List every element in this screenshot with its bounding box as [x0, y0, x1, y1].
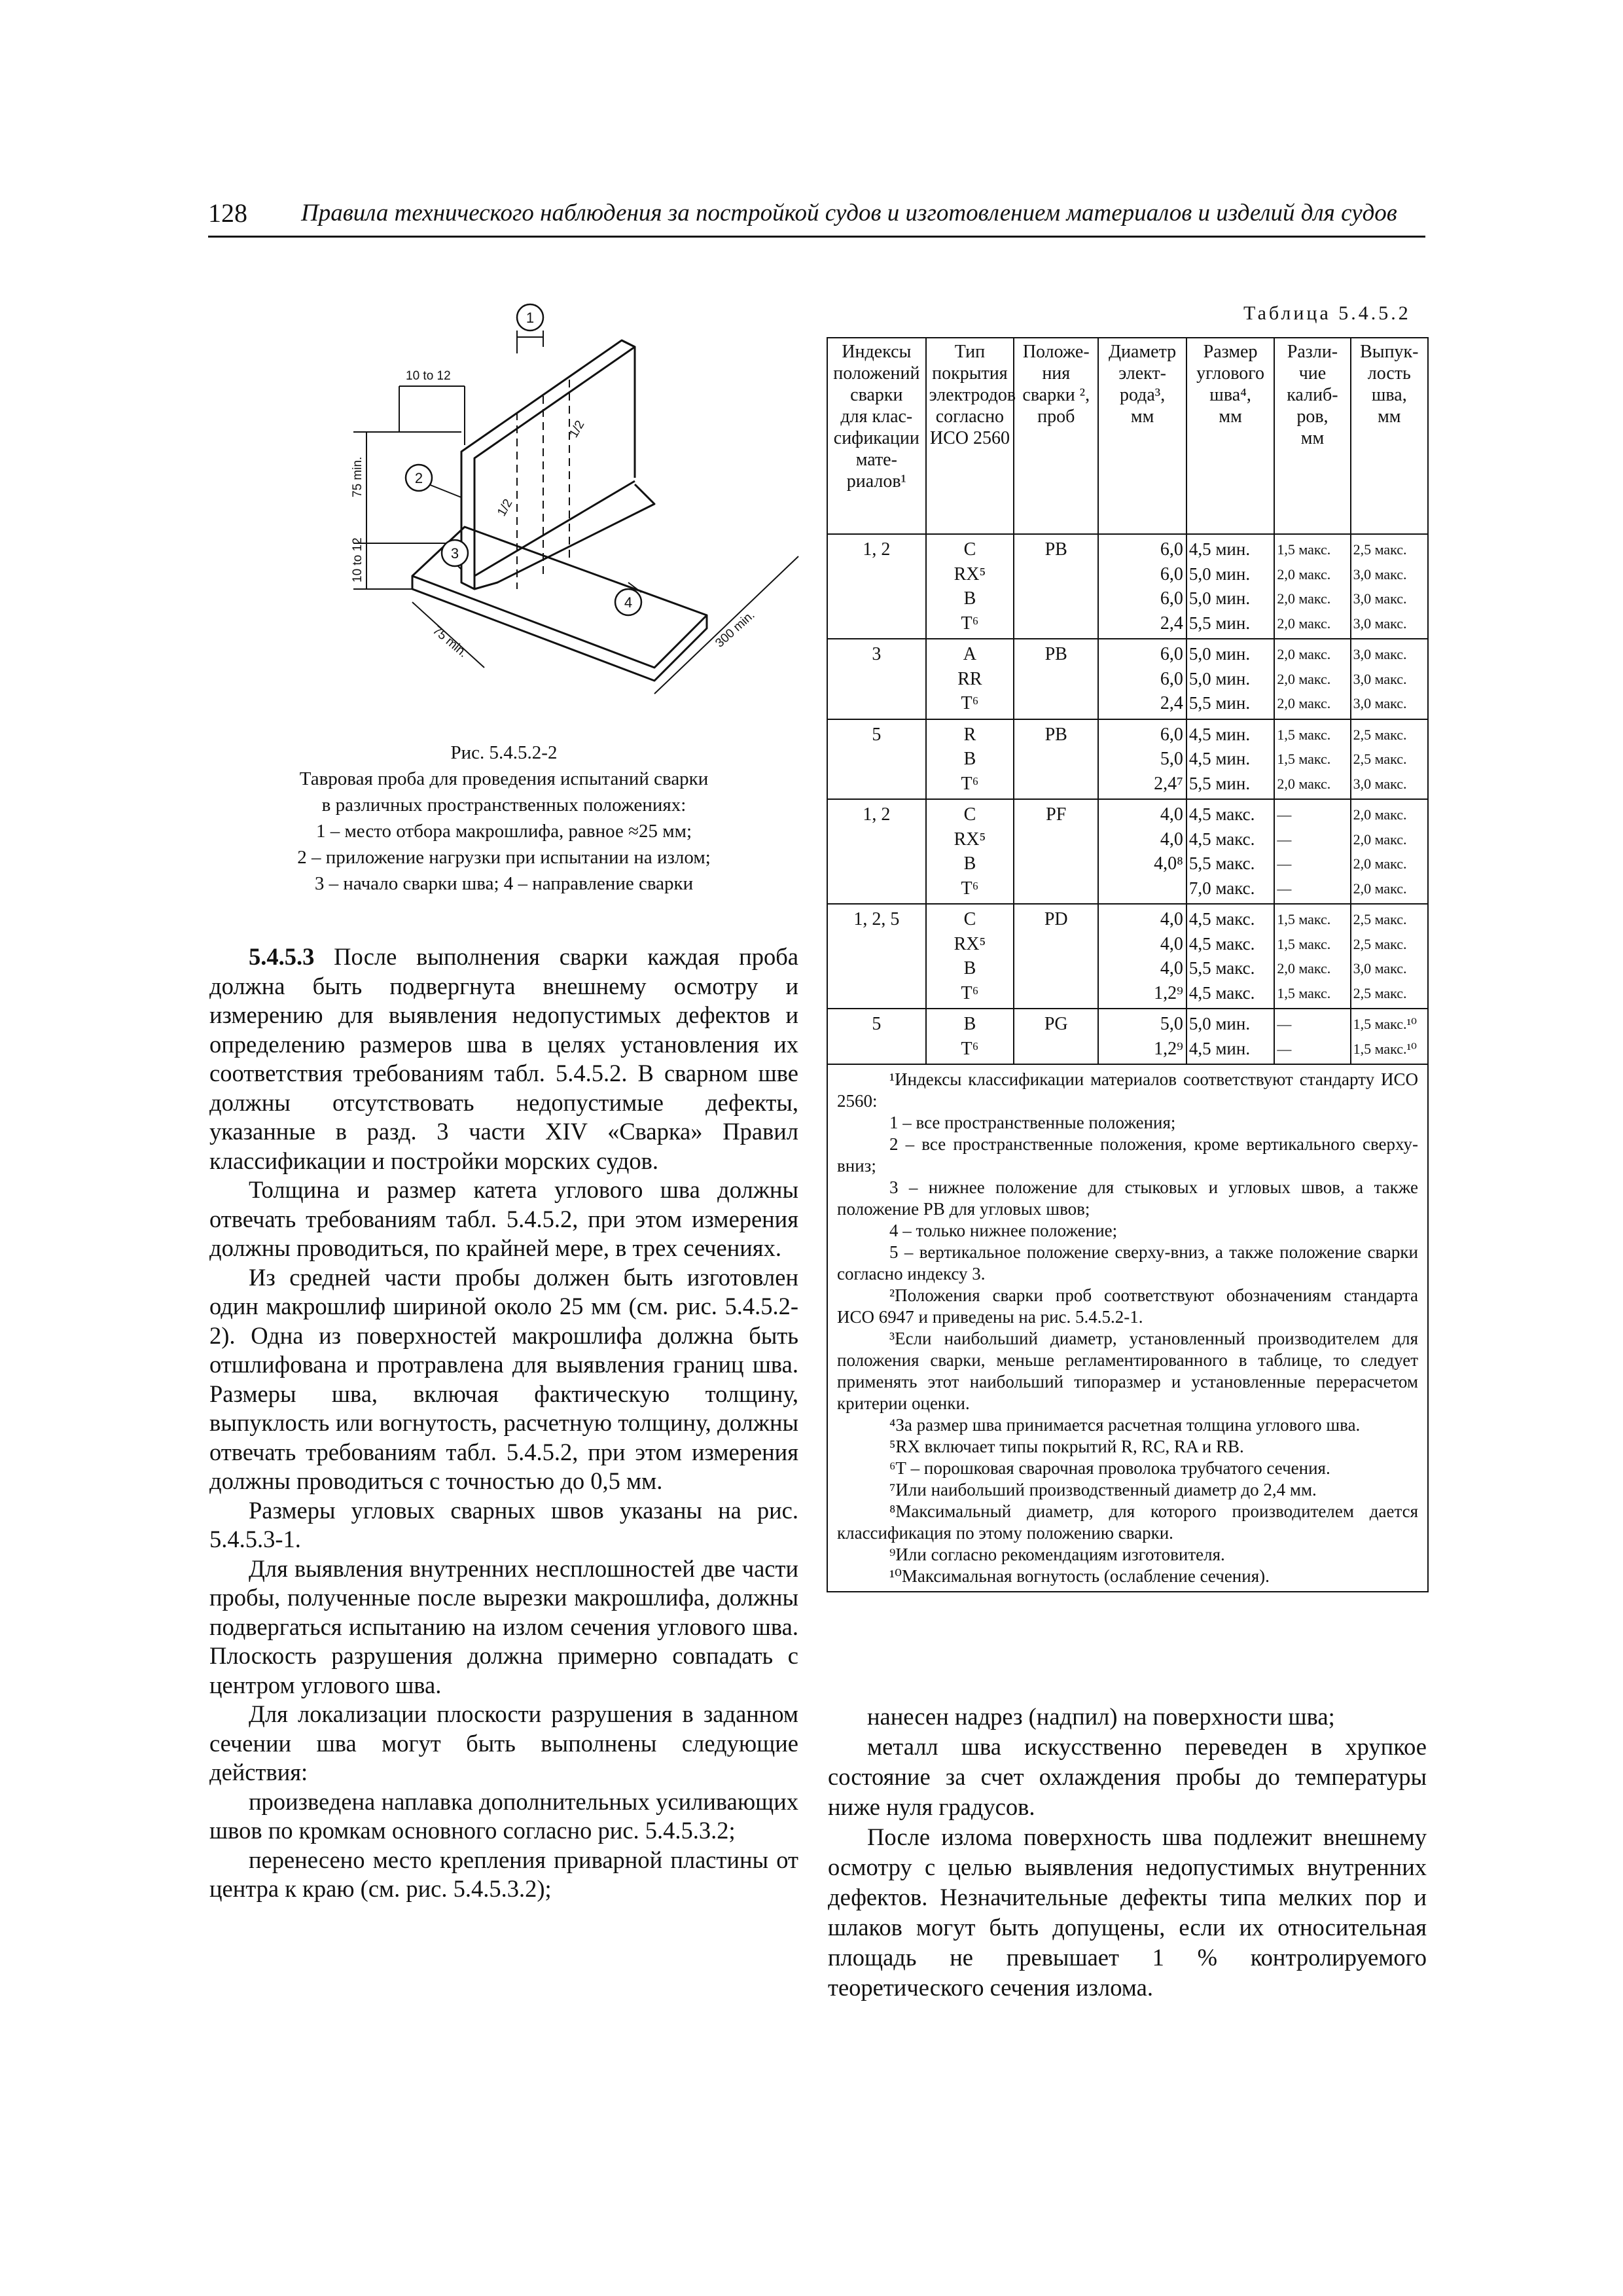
header-line: лость — [1367, 363, 1411, 384]
table-note: ⁶Т – порошковая сварочная проволока трубчатого сечения. — [889, 1458, 1330, 1478]
header-line: Диаметр — [1108, 342, 1177, 362]
gauge-difference-cell — [1274, 904, 1350, 1009]
table-row — [827, 534, 1428, 639]
paragraph: перенесено место крепления приварной пластины от центра к краю (см. рис. 5.4.5.3.2); — [209, 1846, 798, 1902]
convexity-cell — [1351, 719, 1428, 800]
diameter-cell-value — [1101, 876, 1183, 901]
gauge-difference-cell-value: 1,5 макс. — [1277, 751, 1331, 767]
gauge-difference-cell-value: 2,0 макс. — [1277, 565, 1331, 583]
gauge-difference-cell-value: 2,0 макс. — [1277, 775, 1331, 792]
table-note: 5 – вертикальное положение сверху-вниз, а также положение сварки согласно индексу 3. — [837, 1242, 1418, 1283]
electrode-type-cell-value: T⁶ — [961, 878, 979, 899]
header-line: электродов — [929, 385, 1016, 405]
weld-position-cell-value: PD — [1044, 909, 1068, 929]
marker-3-label: 3 — [450, 545, 459, 562]
table-note: ¹Индексы классификации материалов соответствуют стандарту ИСО 2560: — [837, 1069, 1418, 1111]
marker-2-label: 2 — [414, 470, 423, 486]
table-body — [827, 534, 1428, 1064]
running-title: Правила технического наблюдения за постройкой судов и изготовлением материалов и изделий для судов — [301, 200, 1397, 226]
convexity-cell — [1351, 904, 1428, 1009]
convexity-cell — [1351, 799, 1428, 904]
weld-position-cell — [1014, 719, 1098, 800]
header-line: ров, — [1296, 406, 1329, 427]
electrode-type-cell — [926, 534, 1014, 639]
header-cell — [1186, 338, 1275, 534]
header-line: покрытия — [932, 363, 1008, 384]
table-row — [827, 904, 1428, 1009]
electrode-type-cell-value: RR — [957, 668, 982, 689]
paragraph: Для выявления внутренних несплошностей две части пробы, полученные после вырезки макрошлифа, должны подвергаться испытанию на излом сечения углового шва. Плоскость разрушения должна примерно совпадать с центром углового шва. — [209, 1554, 798, 1698]
left-column-text — [209, 942, 798, 1904]
diameter-cell-value: 1,2⁹ — [1154, 982, 1183, 1003]
convexity-cell-value: 2,5 макс. — [1353, 541, 1407, 558]
position-index-cell-value: 1, 2 — [863, 804, 891, 825]
convexity-cell — [1351, 534, 1428, 639]
weld-position-cell — [1014, 639, 1098, 719]
diameter-cell — [1098, 1009, 1186, 1064]
header-line: риалов¹ — [846, 471, 906, 492]
dim-half-lower: 1/2 — [495, 497, 516, 519]
gauge-difference-cell-value: 2,0 макс. — [1277, 695, 1331, 711]
tee-joint-drawing — [301, 301, 838, 707]
table-note: ¹⁰Максимальная вогнутость (ослабление сечения). — [889, 1566, 1270, 1586]
electrode-type-cell — [926, 719, 1014, 800]
header-line: Тип — [954, 342, 986, 362]
gauge-difference-cell-value: 1,5 макс. — [1277, 541, 1331, 558]
electrode-type-cell-value: B — [963, 588, 976, 609]
convexity-cell-value: 3,0 макс. — [1353, 565, 1407, 583]
position-index-cell-value: 5 — [872, 1014, 882, 1034]
header-line: Размер — [1203, 342, 1258, 362]
gauge-difference-cell-value: 2,0 макс. — [1277, 646, 1331, 662]
paragraph: Для локализации плоскости разрушения в заданном сечении шва могут быть выполнены следующие действия: — [209, 1700, 798, 1785]
diameter-cell-value: 5,0 — [1160, 1014, 1183, 1034]
position-index-cell — [827, 1009, 926, 1064]
header-line: мм — [1378, 406, 1401, 427]
gauge-difference-cell — [1274, 534, 1350, 639]
weld-size-cell-value: 4,5 мин. — [1188, 1038, 1251, 1058]
header-line: углового — [1196, 363, 1265, 384]
paragraph: нанесен надрез (надпил) на поверхности шва; — [867, 1703, 1335, 1730]
header-line: мате- — [855, 450, 897, 470]
weld-size-cell-value: 4,5 макс. — [1188, 933, 1255, 954]
weld-position-cell — [1014, 904, 1098, 1009]
header-line: проб — [1037, 406, 1075, 427]
caption-line: 2 – приложение нагрузки при испытании на излом; — [297, 847, 711, 868]
page-number: 128 — [208, 198, 247, 228]
header-line: элект- — [1118, 363, 1166, 384]
electrode-type-cell — [926, 1009, 1014, 1064]
table-note: 4 – только нижнее положение; — [889, 1221, 1118, 1240]
convexity-cell-value: 2,0 макс. — [1353, 831, 1407, 848]
table-notes — [827, 1064, 1428, 1592]
electrode-type-cell-value: T⁶ — [961, 982, 979, 1003]
diameter-cell-value: 4,0 — [1160, 958, 1183, 978]
dim-75-min-base: 75 min. — [429, 623, 471, 660]
tee-joint-figure — [301, 301, 838, 707]
header-line: Разли- — [1287, 342, 1338, 362]
diameter-cell-value: 6,0 — [1160, 588, 1183, 609]
diameter-cell — [1098, 639, 1186, 719]
table-note: ⁷Или наибольший производственный диаметр до 2,4 мм. — [889, 1480, 1317, 1499]
paragraph — [209, 942, 798, 1175]
gauge-difference-cell-value: — — [1277, 806, 1292, 823]
gauge-difference-cell-value: — — [1277, 855, 1292, 872]
gauge-difference-cell-value: 1,5 макс. — [1277, 726, 1331, 743]
section-number: 5.4.5.3 — [249, 943, 315, 970]
weld-position-cell-value: PB — [1044, 644, 1067, 664]
diameter-cell — [1098, 799, 1186, 904]
electrode-type-cell-value: B — [963, 1014, 976, 1034]
position-index-cell-value: 1, 2, 5 — [853, 909, 900, 929]
page-header — [208, 196, 1425, 238]
marker-1-label: 1 — [526, 310, 535, 326]
header-cell — [1351, 338, 1428, 534]
caption-line: 1 – место отбора макрошлифа, равное ≈25 мм; — [315, 821, 692, 842]
weld-size-cell — [1186, 534, 1275, 639]
diameter-cell-value: 6,0 — [1160, 644, 1183, 664]
weld-size-cell-value: 5,0 мин. — [1188, 564, 1251, 584]
convexity-cell-value: 1,5 макс.¹⁰ — [1353, 1040, 1417, 1057]
weld-size-cell-value: 5,5 макс. — [1188, 853, 1255, 873]
table-row — [827, 719, 1428, 800]
weld-size-cell-value: 5,5 макс. — [1188, 958, 1255, 978]
electrode-type-cell-value: T⁶ — [961, 1038, 979, 1059]
table-container — [827, 337, 1429, 1592]
convexity-cell-value: 3,0 макс. — [1353, 695, 1407, 711]
table-note: ⁸Максимальный диаметр, для которого производителем дается классификация по этому положению сварки. — [837, 1501, 1418, 1543]
gauge-difference-cell-value: 2,0 макс. — [1277, 960, 1331, 977]
table-note: ⁹Или согласно рекомендациям изготовителя. — [889, 1545, 1225, 1564]
weld-position-cell-value: PG — [1044, 1014, 1068, 1034]
weld-size-cell-value: 5,0 мин. — [1188, 668, 1251, 689]
convexity-cell-value: 3,0 макс. — [1353, 615, 1407, 632]
gauge-difference-cell-value: — — [1277, 1040, 1292, 1057]
header-line: калиб- — [1287, 385, 1338, 405]
table-title: Таблица 5.4.5.2 — [1243, 302, 1411, 324]
diameter-cell-value: 4,0⁸ — [1154, 853, 1183, 874]
position-index-cell-value: 5 — [872, 724, 882, 745]
paragraph: Из средней части пробы должен быть изготовлен один макрошлиф шириной около 25 мм (см. рис. 5.4.5.2-2). Одна из поверхностей макрошлифа должна быть отшлифована и протравлена для выявления границ шва. Размеры шва, включая фактическую толщину, выпуклость или вогнутость, расчетную толщину, должны отвечать требованиям табл. 5.4.5.2, при этом измерения должны проводиться с точностью до 0,5 мм. — [209, 1263, 798, 1494]
table-row — [827, 799, 1428, 904]
diameter-cell-value: 6,0 — [1160, 539, 1183, 560]
header-cell — [1274, 338, 1350, 534]
marker-4-label: 4 — [624, 594, 633, 611]
electrode-type-cell-value: C — [963, 804, 976, 825]
diameter-cell — [1098, 719, 1186, 800]
base-plate — [412, 576, 707, 681]
diameter-cell-value: 5,0 — [1160, 749, 1183, 769]
position-index-cell — [827, 904, 926, 1009]
weld-size-cell-value: 4,5 макс. — [1188, 804, 1255, 824]
convexity-cell-value: 3,0 макс. — [1353, 646, 1407, 662]
header-line: мм — [1300, 428, 1325, 448]
dim-10-to-12-side: 10 to 12 — [351, 537, 365, 583]
header-line: согласно — [935, 406, 1005, 427]
convexity-cell-value: 2,5 макс. — [1353, 726, 1407, 743]
weld-size-cell — [1186, 639, 1275, 719]
weld-size-cell-value: 4,5 мин. — [1188, 749, 1251, 768]
weld-position-cell-value: PB — [1044, 539, 1067, 560]
weld-size-cell-value: 4,5 макс. — [1188, 909, 1255, 929]
electrode-type-cell-value: RX⁵ — [954, 933, 986, 954]
diameter-cell-value: 2,4 — [1160, 613, 1183, 634]
gauge-difference-cell — [1274, 639, 1350, 719]
table-note: ²Положения сварки проб соответствуют обозначениям стандарта ИСО 6947 и приведены на рис. 5.4.5.2-1. — [837, 1285, 1418, 1327]
gauge-difference-cell-value: 2,0 макс. — [1277, 670, 1331, 687]
weld-size-cell-value: 5,5 мин. — [1188, 773, 1251, 793]
weld-position-cell — [1014, 534, 1098, 639]
paragraph: После излома поверхность шва подлежит внешнему осмотру с целью выявления недопустимых внутренних дефектов. Незначительные дефекты типа мелких пор и шлаков могут быть допущены, если их относительная площадь не превышает 1 % контролируемого теоретического сечения излома. — [828, 1823, 1427, 2001]
electrode-type-cell-value: C — [963, 539, 976, 560]
right-column-text — [828, 1702, 1427, 2003]
gauge-difference-cell-value: 2,0 макс. — [1277, 590, 1331, 607]
header-line: мм — [1130, 406, 1154, 427]
convexity-cell-value: 1,5 макс.¹⁰ — [1353, 1016, 1417, 1032]
convexity-cell-value: 3,0 макс. — [1353, 670, 1407, 687]
position-index-cell — [827, 639, 926, 719]
table-notes-row — [827, 1064, 1428, 1592]
electrode-type-cell-value: RX⁵ — [954, 829, 986, 850]
diameter-cell — [1098, 534, 1186, 639]
weld-size-cell-value: 5,0 мин. — [1188, 1014, 1251, 1033]
gauge-difference-cell — [1274, 799, 1350, 904]
diameter-cell-value: 2,4⁷ — [1154, 773, 1183, 794]
diameter-cell-value: 4,0 — [1160, 909, 1183, 929]
paragraph: металл шва искусственно переведен в хрупкое состояние за счет охлаждения пробы до температуры ниже нуля градусов. — [828, 1733, 1427, 1820]
diameter-cell — [1098, 904, 1186, 1009]
diameter-cell-value: 6,0 — [1160, 668, 1183, 689]
paragraph: Толщина и размер катета углового шва должны отвечать требованиям табл. 5.4.5.2, при этом измерения должны проводиться, по крайней мере, в трех сечениях. — [209, 1176, 798, 1261]
electrode-type-cell-value: T⁶ — [961, 613, 979, 634]
figure-caption — [209, 740, 798, 897]
header-line: сварки ², — [1022, 385, 1090, 405]
convexity-cell — [1351, 1009, 1428, 1064]
gauge-difference-cell-value: — — [1277, 880, 1292, 897]
diameter-cell-value: 1,2⁹ — [1154, 1038, 1183, 1059]
header-line: Положе- — [1022, 342, 1090, 362]
position-index-cell-value: 1, 2 — [863, 539, 891, 560]
weld-size-cell-value: 4,5 мин. — [1188, 539, 1251, 559]
gauge-difference-cell-value: — — [1277, 831, 1292, 848]
weld-size-cell-value: 7,0 макс. — [1188, 878, 1255, 898]
header-cell — [1098, 338, 1186, 534]
position-index-cell-value: 3 — [872, 644, 882, 664]
gauge-difference-cell-value: 1,5 макс. — [1277, 935, 1331, 952]
welding-requirements-table — [827, 337, 1429, 1592]
header-line: шва, — [1371, 385, 1407, 405]
table-note: ⁵RX включает типы покрытий R, RC, RA и RB. — [889, 1437, 1244, 1456]
electrode-type-cell-value: C — [963, 909, 976, 929]
electrode-type-cell-value: T⁶ — [961, 773, 979, 794]
caption-line: Рис. 5.4.5.2-2 — [450, 742, 558, 763]
header-line: Индексы — [842, 342, 912, 362]
gauge-difference-cell-value: 1,5 макс. — [1277, 911, 1331, 927]
header-line: сварки — [850, 385, 903, 405]
electrode-type-cell-value: A — [963, 644, 977, 664]
convexity-cell-value: 2,0 макс. — [1353, 806, 1407, 823]
caption-line: Тавровая проба для проведения испытаний сварки — [299, 768, 709, 789]
table-note: 1 – все пространственные положения; — [889, 1113, 1176, 1132]
weld-position-cell-value: PF — [1046, 804, 1067, 825]
paragraph: произведена наплавка дополнительных усиливающих швов по кромкам основного согласно рис. 5.4.5.3.2; — [209, 1787, 798, 1844]
convexity-cell-value: 3,0 макс. — [1353, 960, 1407, 977]
weld-size-cell — [1186, 799, 1275, 904]
position-index-cell — [827, 719, 926, 800]
electrode-type-cell-value: B — [963, 853, 976, 874]
weld-position-cell — [1014, 1009, 1098, 1064]
weld-size-cell — [1186, 1009, 1275, 1064]
convexity-cell-value: 2,0 макс. — [1353, 880, 1407, 897]
weld-size-cell-value: 4,5 мин. — [1188, 724, 1251, 744]
weld-size-cell-value: 5,0 мин. — [1188, 644, 1251, 664]
header-line: мм — [1219, 406, 1242, 427]
header-cell — [926, 338, 1014, 534]
weld-size-cell-value: 5,0 мин. — [1188, 588, 1251, 608]
electrode-type-cell — [926, 904, 1014, 1009]
electrode-type-cell-value: T⁶ — [961, 693, 979, 713]
weld-size-cell — [1186, 904, 1275, 1009]
header-line: ИСО 2560 — [929, 428, 1010, 448]
dim-300-min: 300 min. — [713, 608, 758, 651]
paragraph: Размеры угловых сварных швов указаны на рис. 5.4.5.3-1. — [209, 1496, 798, 1552]
electrode-type-cell — [926, 799, 1014, 904]
weld-size-cell-value: 4,5 макс. — [1188, 982, 1255, 1003]
convexity-cell-value: 3,0 макс. — [1353, 590, 1407, 607]
weld-size-cell-value: 5,5 мин. — [1188, 613, 1251, 633]
header-line: Выпук- — [1360, 342, 1419, 362]
diameter-cell-value: 4,0 — [1160, 933, 1183, 954]
diameter-cell-value: 6,0 — [1160, 724, 1183, 745]
vertical-plate — [461, 340, 635, 589]
electrode-type-cell-value: R — [963, 724, 976, 745]
convexity-cell-value: 2,5 макс. — [1353, 935, 1407, 952]
table-note: ³Если наибольший диаметр, установленный производителем для положения сварки, меньше регламентированного в таблице, то следует применять этот наибольший типоразмер и установленные перерасчетом критерии оценки. — [837, 1329, 1418, 1413]
table-note: 2 – все пространственные положения, кроме вертикального сверху-вниз; — [837, 1134, 1418, 1175]
header-line: шва⁴, — [1209, 385, 1251, 405]
table-note: 3 – нижнее положение для стыковых и угловых швов, а также положение PB для угловых швов; — [837, 1177, 1418, 1219]
header-line: чие — [1298, 363, 1327, 384]
header-cell — [1014, 338, 1098, 534]
gauge-difference-cell — [1274, 719, 1350, 800]
caption-line: 3 – начало сварки шва; 4 – направление сварки — [314, 873, 694, 894]
weld-size-cell — [1186, 719, 1275, 800]
gauge-difference-cell-value: 2,0 макс. — [1277, 615, 1331, 632]
table-note: ⁴За размер шва принимается расчетная толщина углового шва. — [889, 1415, 1361, 1435]
gauge-difference-cell-value: — — [1277, 1016, 1292, 1032]
weld-position-cell-value: PB — [1044, 724, 1067, 745]
convexity-cell-value: 2,5 макс. — [1353, 751, 1407, 767]
paragraph-text: После выполнения сварки каждая проба должна быть подвергнута внешнему осмотру и измерению для выявления недопустимых дефектов и определению размеров шва в целях установления их соответствия требованиям табл. 5.4.5.2. В сварном шве должны отсутствовать недопустимые дефекты, указанные в разд. 3 части XIV «Сварка» Правил классификации и постройки морских судов. — [209, 943, 798, 1174]
gauge-difference-cell-value: 1,5 макс. — [1277, 984, 1331, 1001]
diameter-cell-value: 4,0 — [1160, 804, 1183, 825]
gauge-difference-cell — [1274, 1009, 1350, 1064]
weld-size-cell-value: 5,5 мин. — [1188, 693, 1251, 713]
table-row — [827, 639, 1428, 719]
electrode-type-cell — [926, 639, 1014, 719]
header-line: сификации — [833, 428, 919, 448]
convexity-cell-value: 2,5 макс. — [1353, 984, 1407, 1001]
convexity-cell-value: 2,0 макс. — [1353, 855, 1407, 872]
diameter-cell-value: 4,0 — [1160, 829, 1183, 850]
weld-position-cell — [1014, 799, 1098, 904]
header-line: положений — [833, 363, 920, 384]
position-index-cell — [827, 799, 926, 904]
table-row — [827, 1009, 1428, 1064]
convexity-cell-value: 2,5 макс. — [1353, 911, 1407, 927]
header-cell — [827, 338, 926, 534]
dim-half-upper: 1/2 — [567, 418, 588, 440]
convexity-cell — [1351, 639, 1428, 719]
electrode-type-cell-value: RX⁵ — [954, 564, 986, 584]
weld-size-cell-value: 4,5 макс. — [1188, 829, 1255, 849]
dim-10-to-12-top: 10 to 12 — [406, 369, 451, 383]
header-line: рода³, — [1119, 385, 1166, 405]
electrode-type-cell-value: B — [963, 958, 976, 978]
diameter-cell-value: 6,0 — [1160, 564, 1183, 584]
position-index-cell — [827, 534, 926, 639]
convexity-cell-value: 3,0 макс. — [1353, 775, 1407, 792]
diameter-cell-value: 2,4 — [1160, 693, 1183, 713]
electrode-type-cell-value: B — [963, 749, 976, 769]
header-line: для клас- — [840, 406, 913, 427]
caption-line: в различных пространственных положениях: — [321, 795, 687, 816]
table-header-row — [827, 338, 1428, 534]
header-line: ния — [1042, 363, 1071, 384]
dim-75-min-vertical: 75 min. — [351, 456, 365, 497]
